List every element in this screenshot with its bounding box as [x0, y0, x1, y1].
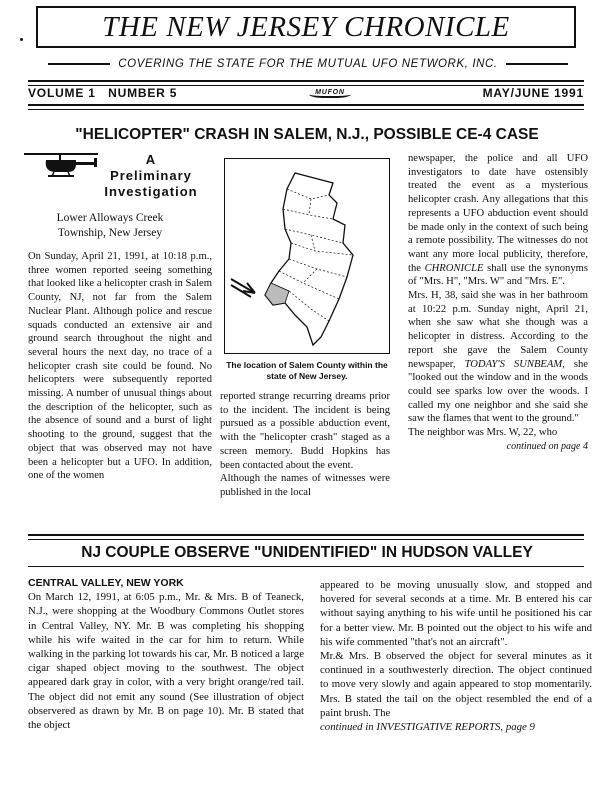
new-jersey-map-graphic	[225, 159, 389, 353]
section-rule	[28, 534, 584, 540]
kicker-line: Preliminary	[110, 168, 192, 183]
article1-column-2	[220, 390, 390, 500]
article2-col1-text: On March 12, 1991, at 6:05 p.m., Mr. & Mrs. B of Teaneck, N.J., were shopping at the Woodbury Commons Outlet stores in Central Valley, NY. Mr. B was completing his shopping while his wife waited in the car for him to return. While walking in the parking lot towards his car, Mr. B noticed a large cigar shaped object moving to the southwest. The object appeared dark gray in color, with a very bright orange/red tail. The object did not emit any sound (See illustration of object observered as drawn by Mr. B on page 10). Mr. B stated that the object	[28, 591, 304, 732]
helicopter-icon	[22, 150, 100, 180]
article2-column-1	[28, 576, 304, 732]
article1-column-1	[28, 250, 212, 483]
article2-col2b-text: Mr.& Mrs. B observed the object for several minutes as it continued in a southwesterly direction. The object continued to move very slowly and again appeared to stop momentarily. Mrs. B stated the tail on the object resembled the end of a paint brush. The	[320, 650, 592, 719]
article1-continued: continued on page 4	[506, 440, 588, 452]
article1-kicker	[96, 152, 206, 200]
subtitle-rule-left	[48, 63, 110, 65]
volume-number: VOLUME 1 NUMBER 5	[28, 86, 178, 100]
article1-column-3	[408, 152, 588, 453]
salem-county-map	[224, 158, 390, 354]
article2-col2a-text: appeared to be moving unusually slow, and stopped and hovered for several seconds at a time. Mr. B entered his car without saying anything to his wife until he positioned his car for a better view. Mr. B pointed out the object to his wife and his wife commented "that's not an aircraft".	[320, 579, 592, 648]
article2-column-2	[320, 578, 592, 734]
dateline-line: Lower Alloways Creek	[56, 212, 164, 224]
subtitle-row	[48, 58, 568, 70]
article1-headline-wrap	[0, 126, 614, 144]
dateline-line: Township, New Jersey	[57, 227, 163, 239]
subtitle-rule-right	[506, 63, 568, 65]
article2-headline-wrap	[0, 544, 614, 562]
issue-date: MAY/JUNE 1991	[482, 86, 584, 100]
col3-text-e: The neighbor was Mrs. W, 22, who	[408, 427, 558, 439]
col3-text-b: shall use the synonyms of "Mrs. H", "Mrs. W" and "Mrs. E".	[408, 262, 588, 288]
mufon-logo: MUFON	[309, 89, 351, 98]
map-caption: The location of Salem County within the state of New Jersey.	[226, 360, 388, 381]
headline-rule	[28, 566, 584, 567]
newspaper-title: THE NEW JERSEY CHRONICLE	[102, 10, 510, 43]
masthead-box	[36, 6, 576, 48]
col3-text-a: newspaper, the police and all UFO investigators to date have ostensibly treated the event as a mysterious helicopter crash. Any allegations that this represents a UFO abduction event should be made only in the context of such being a remote possibility. The witnesses do not want any more local publicity, therefore, the	[408, 153, 588, 274]
article2-headline: NJ COUPLE OBSERVE "UNIDENTIFIED" IN HUDSON VALLEY	[81, 544, 533, 561]
kicker-line: Investigation	[104, 184, 198, 199]
stray-dot	[20, 38, 23, 41]
article2-dateline: CENTRAL VALLEY, NEW YORK	[28, 577, 184, 589]
article1-col2b-text: Although the names of witnesses were published in the local	[220, 473, 390, 498]
article1-col2-text: reported strange recurring dreams prior to the incident. The incident is being pursued as a possible abduction event, with the "helicopter crash" staged as a screen memory. Budd Hopkins has been contacted about the event.	[220, 391, 390, 471]
issue-rule	[28, 104, 584, 110]
col3-newspaper-name: TODAY'S SUNBEAM,	[464, 358, 565, 370]
article1-headline: "HELICOPTER" CRASH IN SALEM, N.J., POSSIBLE CE-4 CASE	[75, 126, 539, 143]
kicker-line: A	[145, 152, 157, 167]
col3-text-d: she "looked out the window and in the woods could see sparks low over the woods. I called my one neighbor and she said she saw the flames that went to the ground."	[408, 358, 588, 425]
col3-chronicle-name: CHRONICLE	[424, 262, 484, 274]
article1-col3-para1	[408, 152, 588, 289]
article1-col1-text: On Sunday, April 21, 1991, at 10:18 p.m., three women reported seeing something that looked like a helicopter crash in Salem County, NJ, not far from the Salem Nuclear Plant. Although police and rescue squads conducted an extensive air and ground search throughout the night and several hours the next day, no trace of a helicopter crash site could be found. No helicopters were subsequently reported missing. A number of unusual things about the description of the helicopter, such as the absence of sound and a burst of light shooting to the ground, suggest that the object that was observed may not have been a helicopter but a UFO. In addition, one of the women	[28, 251, 212, 482]
col3-text-c: Mrs. H, 38, said she was in her bathroom at 10:22 p.m. Sunday night, April 21, when she saw what she though was a helicopter in distress. According to the report she gave the Salem County newspaper,	[408, 290, 588, 370]
article1-col3-para2	[408, 289, 588, 426]
article2-continued: continued in INVESTIGATIVE REPORTS, page 9	[320, 721, 535, 734]
issue-info-row	[28, 84, 584, 102]
newspaper-subtitle: COVERING THE STATE FOR THE MUTUAL UFO NETWORK, INC.	[118, 58, 498, 70]
article1-dateline	[40, 211, 180, 241]
